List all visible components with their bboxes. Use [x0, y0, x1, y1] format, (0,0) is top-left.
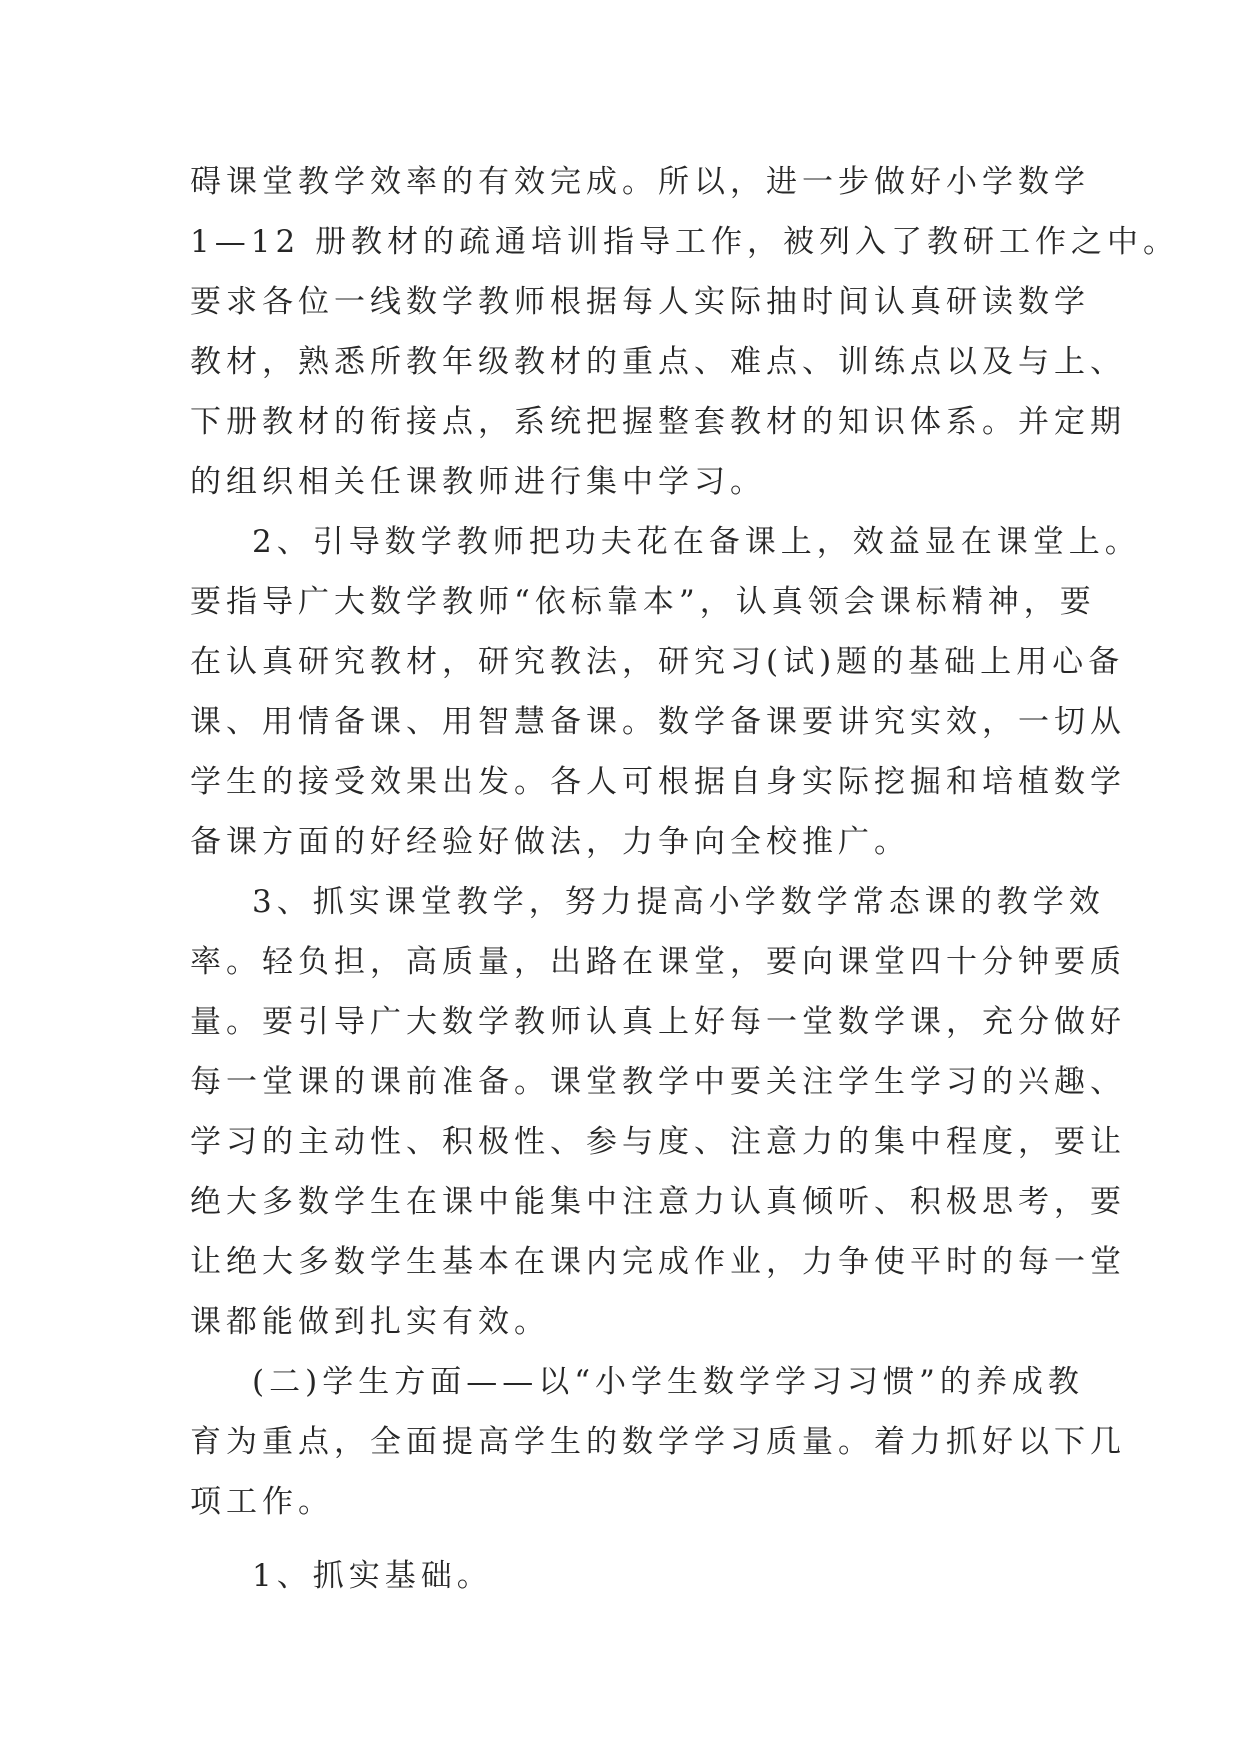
text-line: 1—12 册教材的疏通培训指导工作，被列入了教研工作之中。 — [190, 224, 1180, 260]
text-line: 在认真研究教材，研究教法，研究习(试)题的基础上用心备 — [190, 644, 1125, 680]
paragraph-start-line: 1、抓实基础。 — [252, 1558, 493, 1594]
text-line: 率。轻负担，高质量，出路在课堂，要向课堂四十分钟要质 — [190, 944, 1126, 980]
text-line: 备课方面的好经验好做法，力争向全校推广。 — [190, 824, 910, 860]
text-line: 让绝大多数学生基本在课内完成作业，力争使平时的每一堂 — [190, 1244, 1126, 1280]
text-line: 学习的主动性、积极性、参与度、注意力的集中程度，要让 — [190, 1124, 1126, 1160]
text-line: 下册教材的衔接点，系统把握整套教材的知识体系。并定期 — [190, 404, 1126, 440]
text-line: 碍课堂教学效率的有效完成。所以，进一步做好小学数学 — [190, 164, 1090, 200]
document-body — [190, 152, 1180, 1606]
paragraph-start-line: (二)学生方面——以“小学生数学学习习惯”的养成教 — [252, 1364, 1084, 1400]
text-line: 育为重点，全面提高学生的数学学习质量。着力抓好以下几 — [190, 1424, 1126, 1460]
text-line: 要指导广大数学教师“依标靠本”，认真领会课标精神，要 — [190, 584, 1096, 620]
text-line: 绝大多数学生在课中能集中注意力认真倾听、积极思考，要 — [190, 1184, 1126, 1220]
text-line: 课都能做到扎实有效。 — [190, 1304, 550, 1340]
text-line: 课、用情备课、用智慧备课。数学备课要讲究实效，一切从 — [190, 704, 1126, 740]
text-line: 项工作。 — [190, 1484, 334, 1520]
text-line: 教材，熟悉所教年级教材的重点、难点、训练点以及与上、 — [190, 344, 1126, 380]
paragraph-start-line: 3、抓实课堂教学，努力提高小学数学常态课的教学效 — [252, 884, 1105, 920]
text-line: 要求各位一线数学教师根据每人实际抽时间认真研读数学 — [190, 284, 1090, 320]
paragraph-start-line: 2、引导数学教师把功夫花在备课上，效益显在课堂上。 — [252, 524, 1141, 560]
text-line: 学生的接受效果出发。各人可根据自身实际挖掘和培植数学 — [190, 764, 1126, 800]
text-line: 的组织相关任课教师进行集中学习。 — [190, 464, 766, 500]
text-line: 每一堂课的课前准备。课堂教学中要关注学生学习的兴趣、 — [190, 1064, 1126, 1100]
text-line: 量。要引导广大数学教师认真上好每一堂数学课，充分做好 — [190, 1004, 1126, 1040]
